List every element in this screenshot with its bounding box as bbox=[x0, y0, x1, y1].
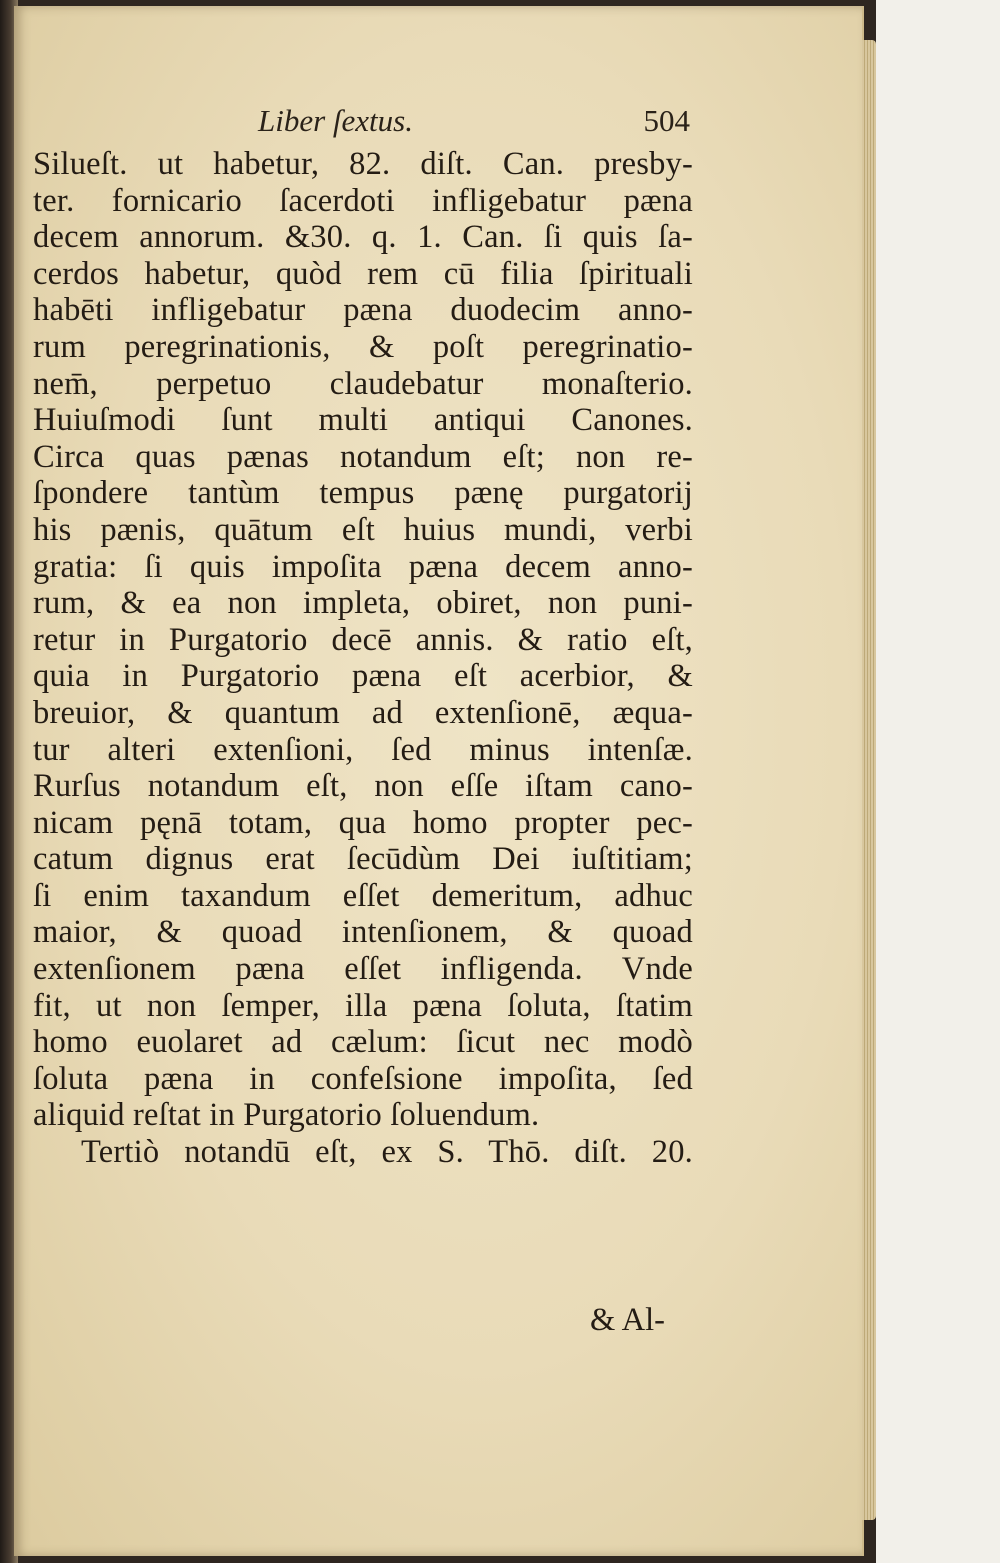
text-line: homo euolaret ad cælum: ſicut nec modò bbox=[33, 1024, 693, 1061]
running-head-title: Liber ſextus. bbox=[258, 103, 413, 138]
text-line: decem annorum. &30. q. 1. Can. ſi quis ſa- bbox=[33, 219, 693, 256]
page-number: 504 bbox=[643, 103, 690, 138]
page-edges bbox=[862, 40, 876, 1520]
background bbox=[876, 0, 1000, 1563]
text-line: quia in Purgatorio pæna eſt acerbior, & bbox=[33, 658, 693, 695]
text-line: retur in Purgatorio decē annis. & ratio eſt, bbox=[33, 621, 693, 658]
text-line: extenſionem pæna eſſet infligenda. Vnde bbox=[33, 951, 693, 988]
text-line: ter. fornicario ſacerdoti infligebatur pæna bbox=[33, 182, 693, 219]
body-text bbox=[33, 146, 693, 1171]
text-line: Circa quas pænas notandum eſt; non re- bbox=[33, 438, 693, 475]
text-line: breuior, & quantum ad extenſionē, æqua- bbox=[33, 694, 693, 731]
text-line: rum peregrinationis, & poſt peregrinatio- bbox=[33, 328, 693, 365]
text-line: cerdos habetur, quòd rem cū filia ſpirituali bbox=[33, 255, 693, 292]
text-line: ſpondere tantùm tempus pænę purgatorij bbox=[33, 475, 693, 512]
catchword: & Al- bbox=[590, 1302, 665, 1338]
text-line: ſoluta pæna in confeſsione impoſita, ſed bbox=[33, 1060, 693, 1097]
text-line: nicam pęnā totam, qua homo propter pec- bbox=[33, 804, 693, 841]
text-line: Tertiò notandū eſt, ex S. Thō. diſt. 20. bbox=[81, 1134, 693, 1171]
text-line: Huiuſmodi ſunt multi antiqui Canones. bbox=[33, 402, 693, 439]
text-line: his pænis, quātum eſt huius mundi, verbi bbox=[33, 511, 693, 548]
text-line: maior, & quoad intenſionem, & quoad bbox=[33, 914, 693, 951]
text-line: catum dignus erat ſecūdùm Dei iuſtitiam; bbox=[33, 841, 693, 878]
text-line: fit, ut non ſemper, illa pæna ſoluta, ſtatim bbox=[33, 987, 693, 1024]
running-head bbox=[250, 103, 690, 143]
text-line: nem̄, perpetuo claudebatur monaſterio. bbox=[33, 365, 693, 402]
text-line: ſi enim taxandum eſſet demeritum, adhuc bbox=[33, 877, 693, 914]
text-line: Rurſus notandum eſt, non eſſe iſtam cano- bbox=[33, 768, 693, 805]
text-line: Silueſt. ut habetur, 82. diſt. Can. presby- bbox=[33, 146, 693, 182]
text-line: tur alteri extenſioni, ſed minus intenſæ. bbox=[33, 731, 693, 768]
text-line: gratia: ſi quis impoſita pæna decem anno- bbox=[33, 548, 693, 585]
text-line: rum, & ea non impleta, obiret, non puni- bbox=[33, 585, 693, 622]
text-line: aliquid reſtat in Purgatorio ſoluendum. bbox=[33, 1097, 540, 1134]
text-line: habēti infligebatur pæna duodecim anno- bbox=[33, 292, 693, 329]
